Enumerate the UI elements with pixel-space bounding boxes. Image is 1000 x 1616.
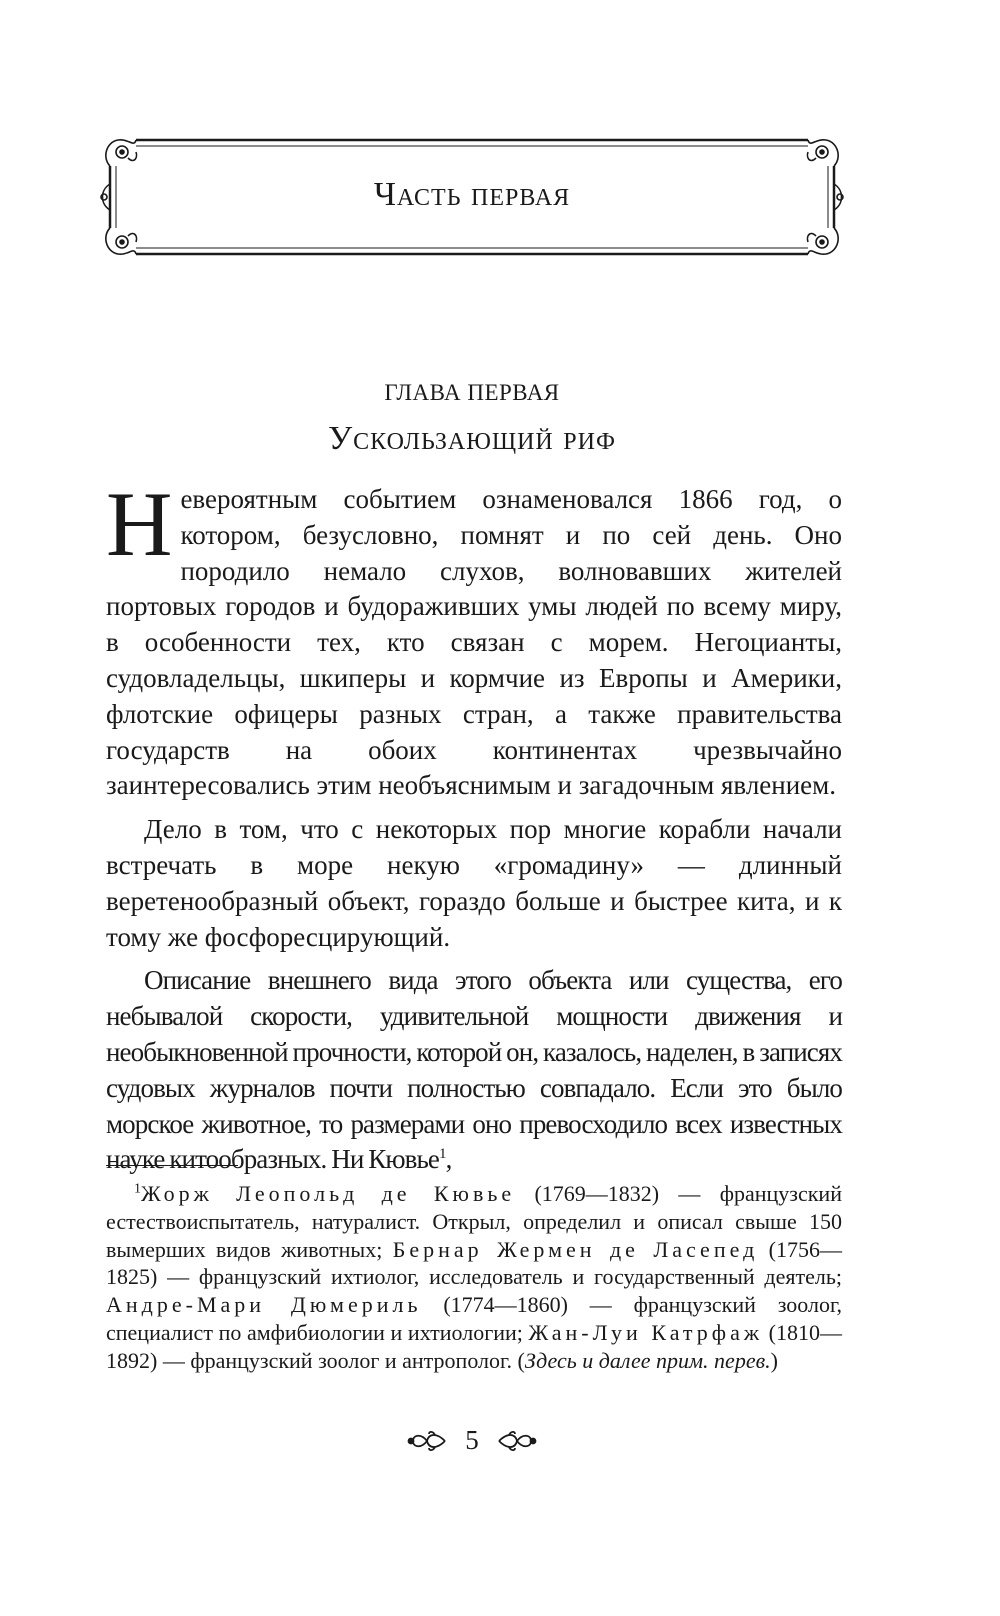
chapter-title: Ускользающий риф [328,420,616,457]
footnote-text-4: (1810—1892) — французский зоолог и антрополог. ( [106,1319,842,1373]
footnote-name-3: Андре-Мари Дюмериль [106,1292,422,1318]
footnote [106,1180,842,1375]
paragraph-3 [106,963,842,1178]
flourish-right-icon [497,1429,537,1453]
chapter-label: ГЛАВА ПЕРВАЯ [384,380,560,405]
footnote-reference[interactable]: 1 [438,1146,446,1163]
footnote-name-1: Жорж Леопольд де Кювье [141,1181,516,1206]
part-title: Часть первая [373,176,571,213]
main-text [106,473,842,1186]
flourish-left-icon [407,1429,447,1453]
paragraph-1-text: евероятным событием ознаменовался 1866 год, о котором, безусловно, помнят и по сей день. Оно породило немало слухов, волновавших жителей портовых городов и будораживших умы людей по всему миру, в особенности тех, кто связан с морем. Негоцианты, судовладельцы, шкиперы и кормчие из Европы и Америки, флотские офицеры разных стран, а также правительства государств на обоих континентах чрезвычайно заинтересовались этим необъяснимым и загадочным явлением. [106,484,842,801]
paragraph-3-end: , [445,1144,452,1175]
paragraph-3-text: Описание внешнего вида этого объекта или существа, его небывалой скорости, удивительной мощности движения и необыкновенной прочности, которой он, казалось, наделен, в записях судовых журналов почти полностью совпадало. Если это было морское животное, то размерами оно превосходило всех известных науке китообразных. Ни Кювье [106,965,842,1175]
paragraph-1 [106,473,842,804]
page-footer [0,1425,944,1465]
footnote-text-1: (1769—1832) — французский естествоиспытатель, натуралист. Открыл, определил и описал свыше 150 вымерших видов животных; [106,1181,842,1262]
paragraph-2 [106,812,842,955]
paragraph-2-text: Дело в том, что с некоторых пор многие корабли начали встречать в море некую «громадину» — длинный веретенообразный объект, гораздо больше и быстрее кита, и к тому же фосфоресцирующий. [106,814,842,952]
footnote-divider [106,1165,238,1166]
footnote-number: 1 [134,1181,141,1197]
footnote-text-3: (1774—1860) — французский зоолог, специалист по амфибиологии и ихтиологии; [106,1292,843,1345]
part-title-frame [98,128,846,266]
footnote-name-2: Бернар Жермен де Ласепед [392,1236,759,1262]
footnote-name-4: Жан-Луи Катрфаж [528,1319,764,1345]
footnote-text-2: (1756—1825) — французский ихтиолог, исследователь и государственный деятель; [106,1236,842,1290]
drop-cap: Н [106,473,173,575]
footnote-text-5: ) [770,1347,778,1373]
page-number: 5 [465,1425,479,1455]
footnote-note: Здесь и далее прим. перев. [524,1347,771,1373]
